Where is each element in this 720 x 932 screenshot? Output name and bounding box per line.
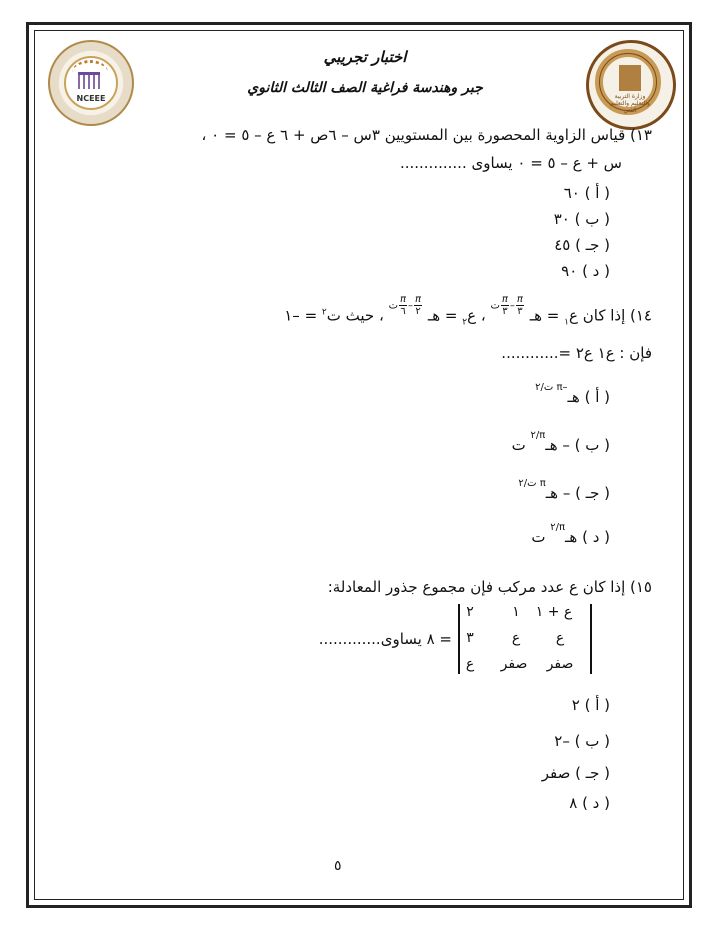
q14-option-c: ( جـ ) – هـπ ت/٢: [518, 478, 610, 502]
exam-subtitle: جبر وهندسة فراغية الصف الثالث الثانوي: [247, 80, 483, 96]
q14-option-b: ( ب ) – هـπ/٢ ت: [511, 430, 610, 454]
q14-line2: فإن : ع١ ع٢ =............: [501, 344, 652, 362]
q15-option-b: ( ب ) –٢: [554, 732, 610, 750]
q14-option-a: ( أ ) هـ–π ت/٢: [535, 382, 610, 406]
q15-option-c: ( جـ ) صفر: [541, 764, 610, 782]
ministry-logo: وزارة التربية والتعليم والتعليم الفني: [586, 40, 676, 130]
matrix-cell: ١: [512, 604, 520, 620]
matrix-cell: صفر: [500, 656, 528, 672]
q13-option-a: ( أ ) ٦٠: [563, 184, 610, 202]
matrix-cell: ٣: [466, 630, 474, 646]
q13-option-c: ( جـ ) ٤٥: [554, 236, 610, 254]
matrix-cell: ٢: [466, 604, 474, 620]
q15-rhs: = ٨ يساوى.............: [318, 630, 452, 648]
exam-title: اختبار تجريبي: [323, 48, 407, 66]
determinant-bar-right: [590, 604, 592, 674]
matrix-cell: صفر: [546, 656, 574, 672]
q15-option-a: ( أ ) ٢: [571, 696, 610, 714]
nceee-logo: NCEEE: [48, 40, 134, 126]
matrix-cell: ع + ١: [535, 604, 573, 620]
q15-option-d: ( د ) ٨: [569, 794, 610, 812]
q13-line2: س + ع – ٥ = ٠ يساوى ..............: [399, 154, 622, 172]
q13-option-b: ( ب ) ٣٠: [553, 210, 610, 228]
matrix-cell: ع: [511, 630, 521, 646]
matrix-cell: ع: [465, 656, 475, 672]
matrix-cell: ع: [555, 630, 565, 646]
q14-option-d: ( د ) هـπ/٢ ت: [531, 522, 610, 546]
q13-option-d: ( د ) ٩٠: [561, 262, 610, 280]
q13-line1: ١٣) قياس الزاوية المحصورة بين المستويين ٣س – ٦ص + ٦ ع – ٥ = ٠ ،: [201, 126, 652, 144]
q15-line1: ١٥) إذا كان ع عدد مركب فإن مجموع جذور المعادلة:: [327, 578, 652, 596]
q14-line1: ١٤) إذا كان ع$_١$ = هـ $\frac{\pi}{٣}$ – $\frac{\pi}{٣}$ ت ، ع$_٢$ = هـ $\frac{\pi}{٢}$ – $\frac{\pi}{٦}$ ت ، حيث ت$^٢$ = –١: [284, 294, 652, 328]
page-number: ٥: [334, 858, 342, 874]
